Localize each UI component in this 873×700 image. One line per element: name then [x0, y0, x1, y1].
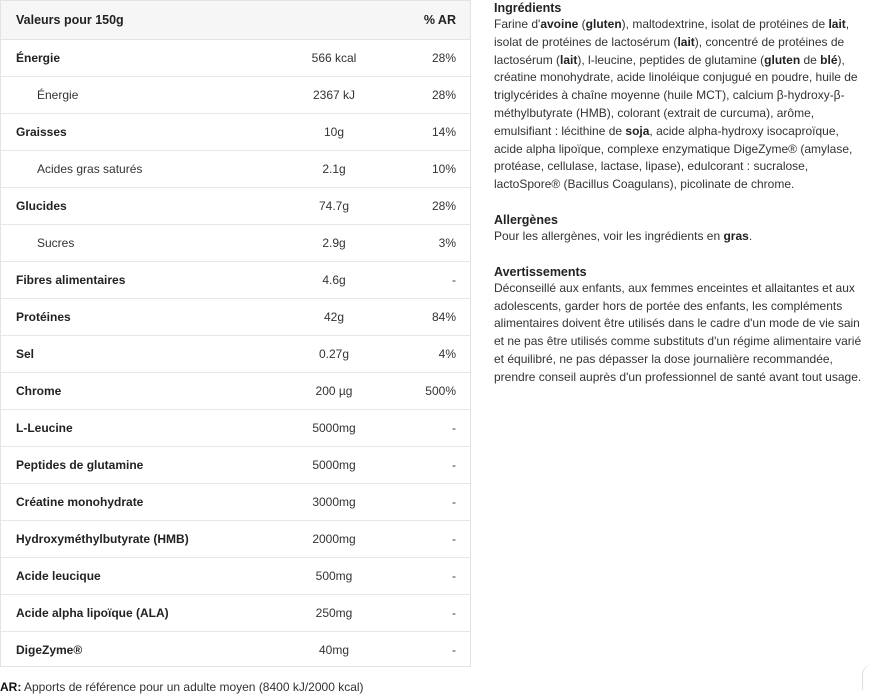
- table-row: [1, 558, 470, 595]
- header-ar: % AR: [381, 1, 470, 40]
- nutrient-ar: -: [381, 521, 470, 558]
- table-row: [1, 595, 470, 632]
- allergens-title: Allergènes: [494, 212, 558, 227]
- table-header-row: [1, 1, 470, 40]
- nutrient-ar: 3%: [381, 225, 470, 262]
- table-row: [1, 40, 470, 77]
- nutrient-quantity: 566 kcal: [257, 40, 381, 77]
- nutrient-quantity: 200 µg: [257, 373, 381, 410]
- nutrient-label: L-Leucine: [1, 410, 257, 447]
- ingredient-segment: de: [800, 52, 821, 67]
- allergens-text: [494, 228, 870, 246]
- table-row: [1, 410, 470, 447]
- table-row: [1, 114, 470, 151]
- table-row: [1, 188, 470, 225]
- nutrient-label: Chrome: [1, 373, 257, 410]
- table-row: [1, 632, 470, 669]
- table-row: [1, 447, 470, 484]
- allergens-text-before: Pour les allergènes, voir les ingrédients en: [494, 228, 724, 243]
- nutrient-quantity: 2.9g: [257, 225, 381, 262]
- table-row: [1, 225, 470, 262]
- ingredients-title: Ingrédients: [494, 1, 562, 15]
- nutrient-quantity: 2367 kJ: [257, 77, 381, 114]
- nutrient-label: Fibres alimentaires: [1, 262, 257, 299]
- ingredient-allergen: blé: [820, 52, 838, 67]
- ingredient-allergen: lait: [677, 34, 695, 49]
- nutrient-label: Sel: [1, 336, 257, 373]
- nutrient-label: Acides gras saturés: [1, 151, 257, 188]
- nutrient-quantity: 74.7g: [257, 188, 381, 225]
- nutrient-quantity: 250mg: [257, 595, 381, 632]
- ingredient-segment: Farine d': [494, 17, 541, 31]
- ingredient-segment: ), l-leucine, peptides de glutamine (: [577, 52, 765, 67]
- nutrient-label: Énergie: [1, 77, 257, 114]
- ingredient-allergen: gluten: [764, 52, 801, 67]
- ingredient-allergen: lait: [560, 52, 578, 67]
- nutrient-label: Glucides: [1, 188, 257, 225]
- ingredient-allergen: avoine: [540, 17, 579, 31]
- header-qty: [257, 1, 381, 40]
- nutrient-ar: -: [381, 484, 470, 521]
- nutrient-ar: -: [381, 558, 470, 595]
- reference-intake-footnote: [0, 680, 364, 694]
- nutrient-quantity: 10g: [257, 114, 381, 151]
- table-row: [1, 521, 470, 558]
- nutrient-quantity: 40mg: [318, 643, 350, 657]
- nutrient-label: Hydroxyméthylbutyrate (HMB): [1, 521, 257, 558]
- nutrient-ar: 4%: [381, 336, 470, 373]
- footnote-text: Apports de référence pour un adulte moyen (8400 kJ/2000 kcal): [21, 680, 364, 694]
- nutrient-quantity: 5000mg: [257, 447, 381, 484]
- nutrient-quantity: 2.1g: [257, 151, 381, 188]
- header-label: Valeurs pour 150g: [1, 1, 257, 40]
- ingredient-segment: ), créatine monohydrate, acide linoléique conjugué en poudre, huile de triglycérides à chaîne moyenne (huile MCT), calcium β-hydroxy-β-méthylbutyrate (HMB), colorant (extrait de curcuma), arôme, emulsifiant : lécithine de: [494, 52, 858, 138]
- allergens-text-after: .: [748, 228, 753, 243]
- ingredient-segment: (: [578, 17, 586, 31]
- nutrient-quantity: 5000mg: [257, 410, 381, 447]
- corner-decoration: [862, 664, 873, 690]
- nutrient-label: DigeZyme®: [16, 643, 83, 657]
- nutrient-ar: -: [381, 410, 470, 447]
- nutrient-label: Protéines: [1, 299, 257, 336]
- ingredient-segment: ), concentré de protéines de lactosérum (: [494, 34, 845, 67]
- nutrition-table: [1, 1, 470, 668]
- table-row: [1, 151, 470, 188]
- nutrient-label: Énergie: [1, 40, 257, 77]
- nutrient-ar: -: [381, 447, 470, 484]
- nutrient-quantity: 2000mg: [257, 521, 381, 558]
- nutrient-ar: 28%: [381, 188, 470, 225]
- nutrient-quantity: 500mg: [257, 558, 381, 595]
- nutrient-label: Sucres: [1, 225, 257, 262]
- nutrient-ar: 84%: [381, 299, 470, 336]
- footnote-label: AR:: [0, 680, 22, 694]
- nutrient-quantity: 0.27g: [257, 336, 381, 373]
- table-row: [1, 262, 470, 299]
- nutrient-ar: 500%: [381, 373, 470, 410]
- nutrient-ar: -: [381, 595, 470, 632]
- table-row: [1, 484, 470, 521]
- nutrient-ar: 28%: [381, 40, 470, 77]
- ingredient-allergen: lait: [828, 17, 846, 31]
- nutrient-ar: 28%: [381, 77, 470, 114]
- table-row: [1, 336, 470, 373]
- nutrient-label: Acide leucique: [1, 558, 257, 595]
- nutrient-ar: -: [381, 262, 470, 299]
- nutrient-quantity: 3000mg: [257, 484, 381, 521]
- allergens-text-bold: gras: [723, 228, 749, 243]
- nutrient-label: Créatine monohydrate: [1, 484, 257, 521]
- nutrient-quantity: 4.6g: [257, 262, 381, 299]
- nutrient-ar: 10%: [381, 151, 470, 188]
- nutrient-label: Graisses: [1, 114, 257, 151]
- nutrient-ar: -: [452, 643, 456, 657]
- table-row: [1, 77, 470, 114]
- ingredient-segment: , isolat de protéines de lactosérum (: [494, 17, 850, 49]
- table-row: [1, 373, 470, 410]
- warnings-text: Déconseillé aux enfants, aux femmes enceintes et allaitantes et aux adolescents, garder hors de portée des enfants, les compléments alimentaires doivent être utilisés dans le cadre d'un mode de vie sain et ne pas être utilisés comme substituts d'un régime alimentaire varié et équilibré, ne pas dépasser la dose journalière recommandée, prendre conseil auprès d'un professionnel de santé avant tout usage.: [494, 280, 862, 384]
- ingredient-segment: , acide alpha-hydroxy isocaproïque, acide alpha lipoïque, complexe enzymatique DigeZyme® (amylase, protéase, cellulase, lactase, lipase), edulcorant : sucralose, lactoSpore® (Bacillus Coagulans), picolinate de chrome.: [494, 123, 853, 192]
- ingredient-allergen: gluten: [585, 17, 622, 31]
- nutrient-ar: 14%: [381, 114, 470, 151]
- ingredients-text: [494, 16, 870, 194]
- ingredient-segment: ), maltodextrine, isolat de protéines de: [621, 17, 829, 31]
- table-row: [1, 299, 470, 336]
- ingredient-allergen: soja: [625, 123, 650, 138]
- nutrient-quantity: 42g: [257, 299, 381, 336]
- warnings-title: Avertissements: [494, 264, 587, 279]
- nutrient-label: Acide alpha lipoïque (ALA): [1, 595, 257, 632]
- nutrient-label: Peptides de glutamine: [1, 447, 257, 484]
- product-details: [494, 0, 870, 387]
